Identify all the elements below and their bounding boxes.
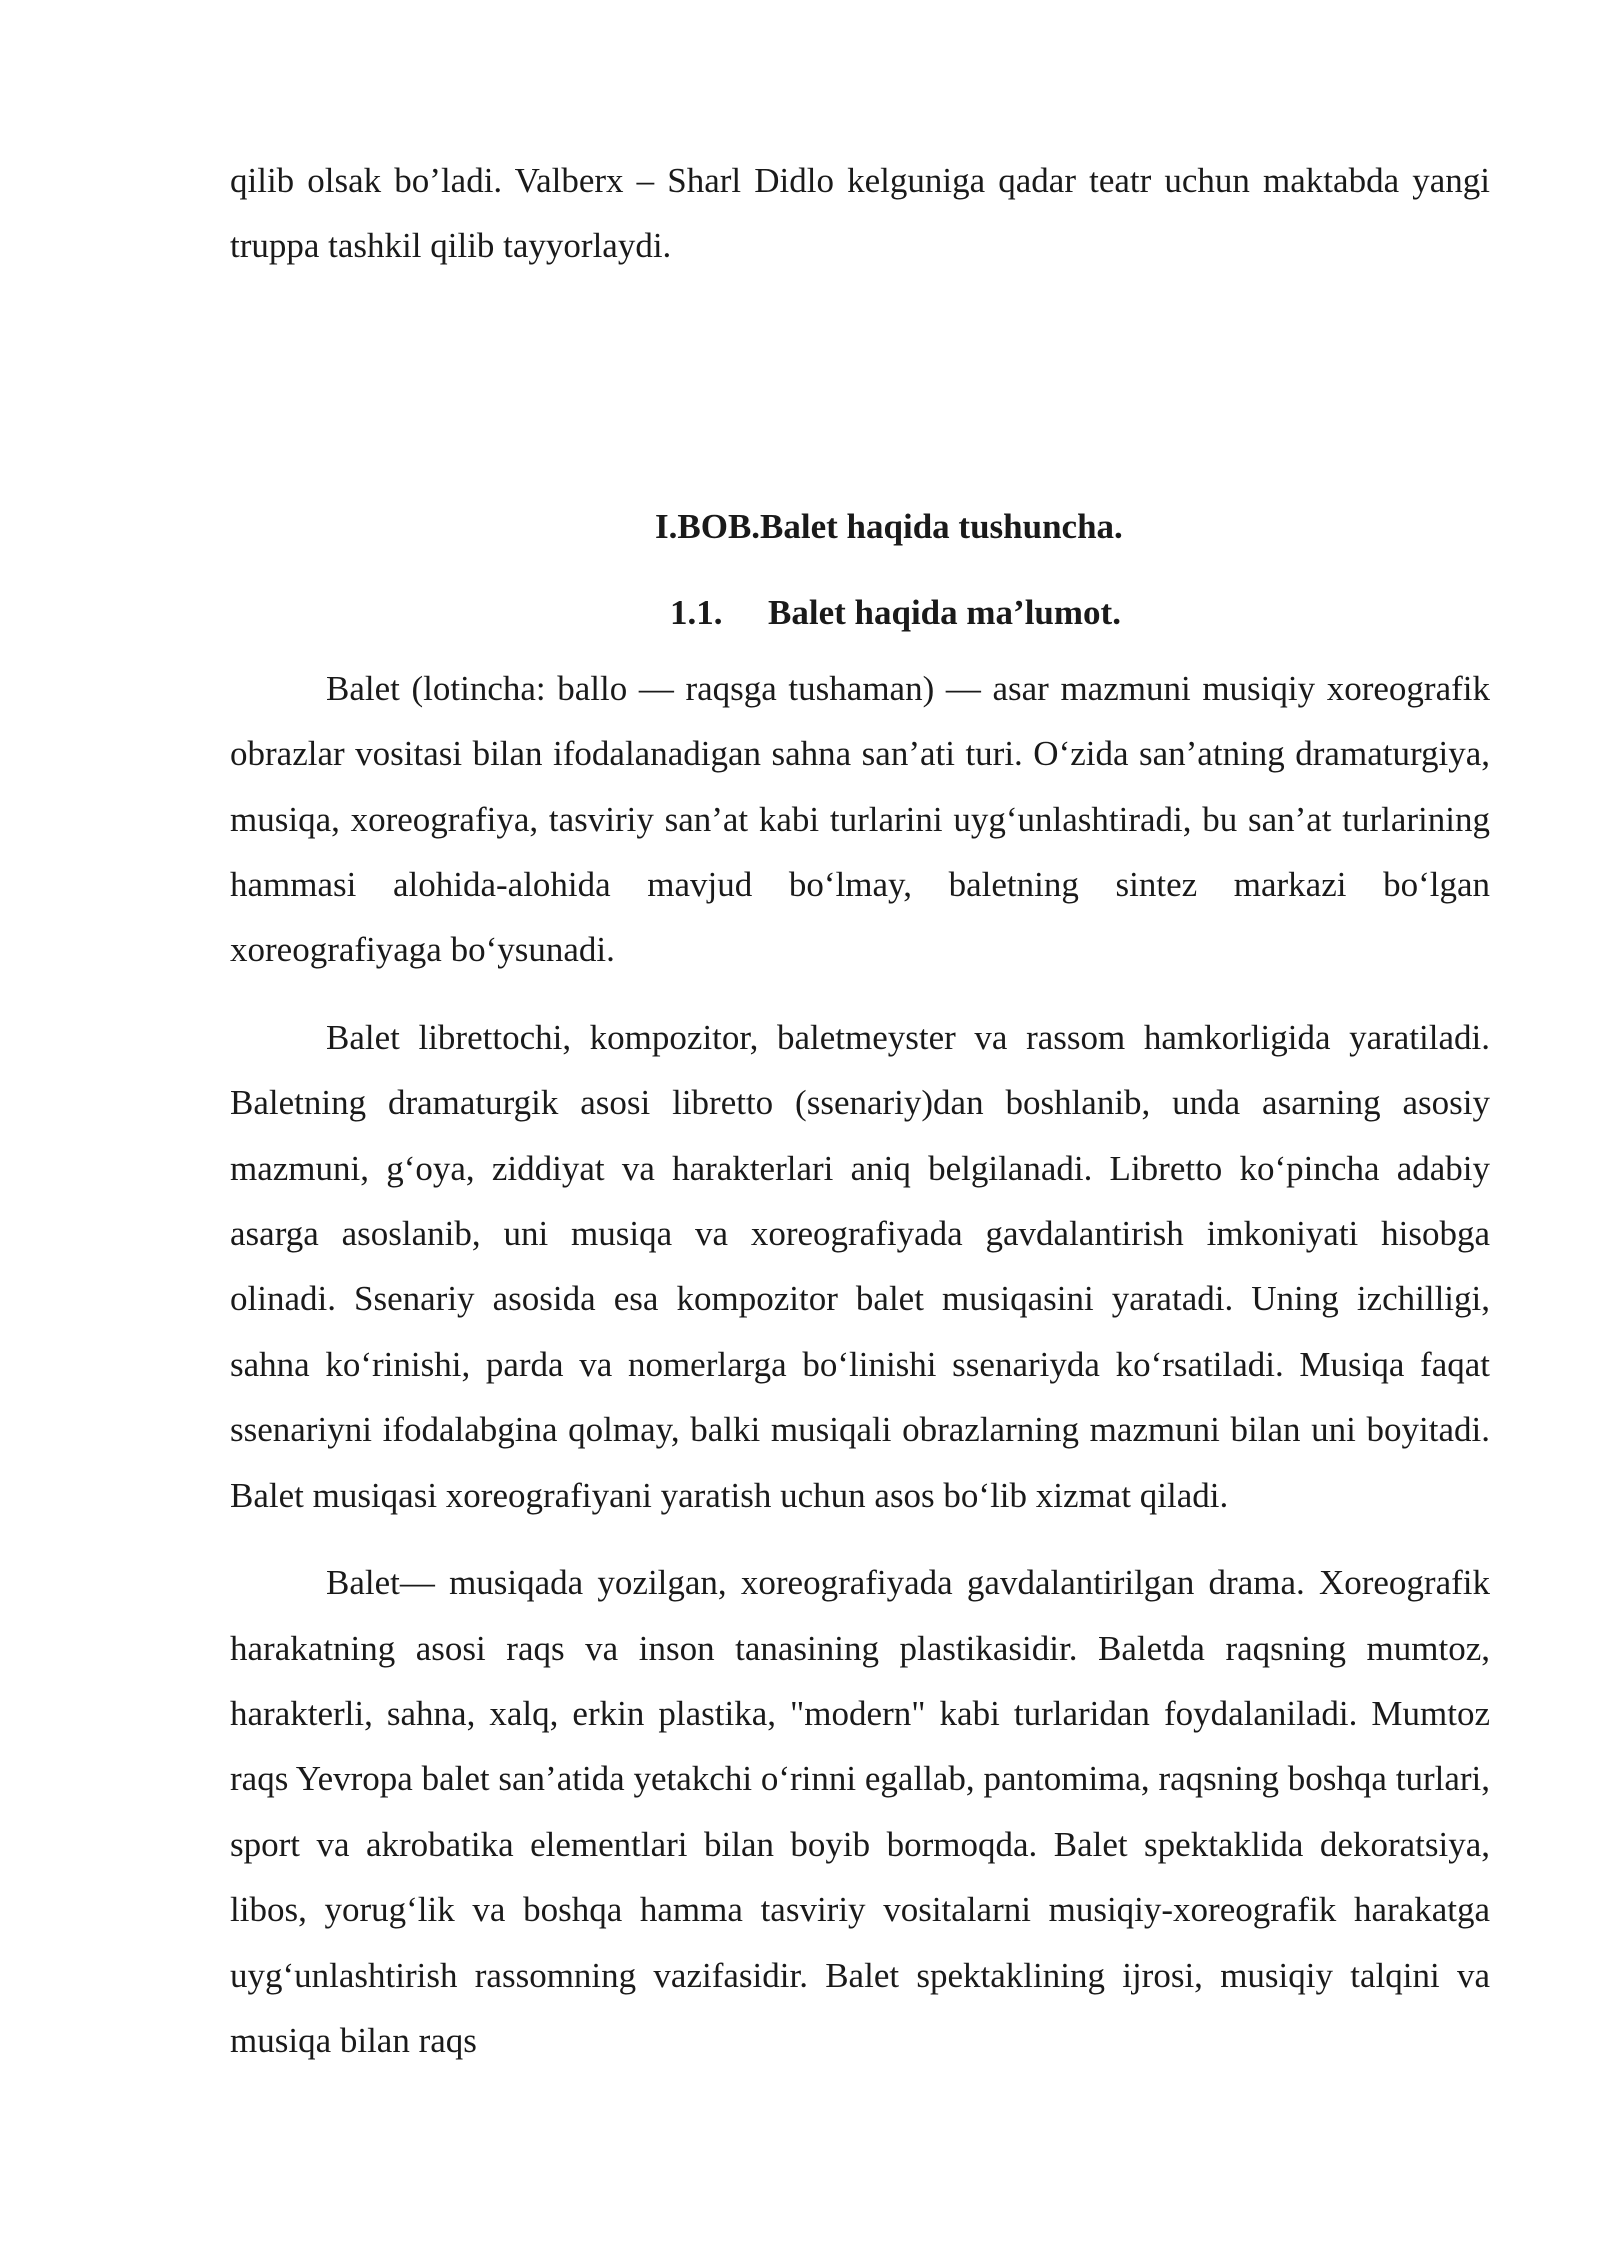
body-paragraph-1: Balet (lotincha: ballo — raqsga tushaman) — asar mazmuni musiqiy xoreografik obrazlar vositasi bilan ifodalanadigan sahna san’ati turi. O‘zida san’atning dramaturgiya, musiqa, xoreografiya, tasviriy san’at kabi turlarini uyg‘unlashtiradi, bu san’at turlarining hammasi alohida-alohida mavjud bo‘lmay, baletning sintez markazi bo‘lgan xoreografiyaga bo‘ysunadi. bbox=[230, 668, 1490, 970]
section-spacer bbox=[230, 279, 1490, 484]
section-heading bbox=[230, 570, 1490, 656]
document-page bbox=[230, 148, 1490, 2073]
section-title: Balet haqida ma’lumot. bbox=[768, 592, 1121, 632]
continuation-paragraph: qilib olsak bo’ladi. Valberx – Sharl Didlo kelguniga qadar teatr uchun maktabda yangi truppa tashkil qilib tayyorlaydi. bbox=[230, 161, 1490, 266]
body-paragraph-3: Balet— musiqada yozilgan, xoreografiyada gavdalantirilgan drama. Xoreografik harakatning asosi raqs va inson tanasining plastikasidir. Baletda raqsning mumtoz, harakterli, sahna, xalq, erkin plastika, "modern" kabi turlaridan foydalaniladi. Mumtoz raqs Yevropa balet san’atida yetakchi o‘rinni egallab, pantomima, raqsning boshqa turlari, sport va akrobatika elementlari bilan boyib bormoqda. Balet spektaklida dekoratsiya, libos, yorug‘lik va boshqa hamma tasviriy vositalarni musiqiy-xoreografik harakatga uyg‘unlashtirish rassomning vazifasidir. Balet spektaklining ijrosi, musiqiy talqini va musiqa bilan raqs bbox=[230, 1563, 1490, 2060]
body-paragraph-2: Balet librettochi, kompozitor, baletmeyster va rassom hamkorligida yaratiladi. Baletning dramaturgik asosi libretto (ssenariy)dan boshlanib, unda asarning asosiy mazmuni, g‘oya, ziddiyat va harakterlari aniq belgilanadi. Libretto ko‘pincha adabiy asarga asoslanib, uni musiqa va xoreografiyada gavdalantirish imkoniyati hisobga olinadi. Ssenariy asosida esa kompozitor balet musiqasini yaratadi. Uning izchilligi, sahna ko‘rinishi, parda va nomerlarga bo‘linishi ssenariyda ko‘rsatiladi. Musiqa faqat ssenariyni ifodalabgina qolmay, balki musiqali obrazlarning mazmuni bilan uni boyitadi. Balet musiqasi xoreografiyani yaratish uchun asos bo‘lib xizmat qiladi. bbox=[230, 1017, 1490, 1515]
section-number: 1.1. bbox=[670, 592, 723, 632]
chapter-title: I.BOB.Balet haqida tushuncha. bbox=[655, 506, 1123, 546]
